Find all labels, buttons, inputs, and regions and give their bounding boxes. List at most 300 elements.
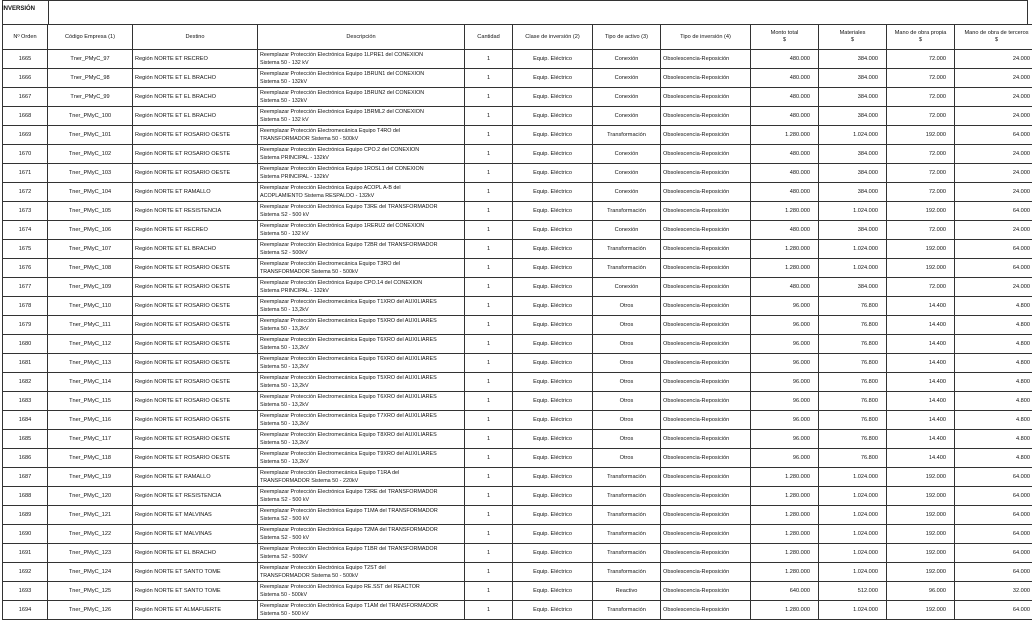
description-line-1: Reemplazar Protección Electrónica Equipo 1BRUN2 del CONEXION — [260, 89, 462, 97]
cell-materiales: 384.000 — [819, 145, 887, 164]
cell-orden: 1688 — [3, 487, 48, 506]
description-line-2: TRANSFORMADOR Sistema 50 - 500kV — [260, 572, 462, 580]
cell-materiales: 76.800 — [819, 316, 887, 335]
cell-descripcion — [258, 601, 465, 620]
cell-tipo-inversion: Obsolescencia-Reposición — [661, 297, 751, 316]
cell-clase: Equip. Eléctrico — [513, 316, 593, 335]
cell-descripcion — [258, 468, 465, 487]
cell-destino: Región NORTE ET RAMALLO — [133, 468, 258, 487]
cell-tipo-activo: Conexión — [593, 88, 661, 107]
cell-destino: Región NORTE ET RAMALLO — [133, 183, 258, 202]
cell-materiales: 1.024.000 — [819, 544, 887, 563]
cell-mano-propia: 192.000 — [887, 544, 955, 563]
section-header-band — [2, 0, 1028, 24]
cell-tipo-activo: Transformación — [593, 259, 661, 278]
description-line-2: TRANSFORMADOR Sistema 50 - 500kV — [260, 268, 462, 276]
table-row — [3, 411, 1032, 430]
cell-mano-propia: 192.000 — [887, 126, 955, 145]
description-line-2: Sistema 50 - 13,2kV — [260, 306, 462, 314]
col-header-orden: Nº Orden — [3, 25, 48, 50]
description-line-1: Reemplazar Protección Electrónica Equipo T1AM del TRANSFORMADOR — [260, 602, 462, 610]
cell-materiales: 384.000 — [819, 221, 887, 240]
cell-monto-total: 1.280.000 — [751, 202, 819, 221]
cell-clase: Equip. Eléctrico — [513, 126, 593, 145]
cell-codigo: Tner_PMyC_102 — [48, 145, 133, 164]
description-line-2: TRANSFORMADOR Sistema 50 - 500kV — [260, 135, 462, 143]
cell-tipo-inversion: Obsolescencia-Reposición — [661, 259, 751, 278]
cell-monto-total: 480.000 — [751, 50, 819, 69]
cell-mano-propia: 192.000 — [887, 468, 955, 487]
table-row — [3, 544, 1032, 563]
cell-codigo: Tner_PMyC_97 — [48, 50, 133, 69]
col-header-descripcion: Descripción — [258, 25, 465, 50]
cell-destino: Región NORTE ET RESISTENCIA — [133, 487, 258, 506]
cell-destino: Región NORTE ET ROSARIO OESTE — [133, 354, 258, 373]
description-line-2: Sistema S2 - 500 kV — [260, 515, 462, 523]
cell-mano-terceros: 4.800 — [955, 430, 1032, 449]
cell-tipo-activo: Conexión — [593, 183, 661, 202]
cell-descripcion — [258, 278, 465, 297]
description-line-1: Reemplazar Protección Electrónica Equipo T2MA del TRANSFORMADOR — [260, 526, 462, 534]
cell-tipo-inversion: Obsolescencia-Reposición — [661, 525, 751, 544]
cell-orden: 1693 — [3, 582, 48, 601]
cell-mano-terceros: 24.000 — [955, 221, 1032, 240]
cell-codigo: Tner_PMyC_125 — [48, 582, 133, 601]
cell-tipo-inversion: Obsolescencia-Reposición — [661, 107, 751, 126]
description-line-1: Reemplazar Protección Electromecánica Equipo T5XRO del AUXILIARES — [260, 374, 462, 382]
description-line-2: Sistema 50 - 13,2kV — [260, 382, 462, 390]
cell-mano-propia: 14.400 — [887, 316, 955, 335]
cell-mano-terceros: 4.800 — [955, 316, 1032, 335]
table-row — [3, 525, 1032, 544]
cell-mano-propia: 192.000 — [887, 525, 955, 544]
description-line-1: Reemplazar Protección Electromecánica Equipo T6XRO del AUXILIARES — [260, 393, 462, 401]
cell-mano-propia: 72.000 — [887, 69, 955, 88]
cell-destino: Región NORTE ET MALVINAS — [133, 506, 258, 525]
cell-tipo-inversion: Obsolescencia-Reposición — [661, 430, 751, 449]
cell-orden: 1666 — [3, 69, 48, 88]
cell-cantidad: 1 — [465, 145, 513, 164]
cell-destino: Región NORTE ET ROSARIO OESTE — [133, 297, 258, 316]
table-row — [3, 50, 1032, 69]
cell-monto-total: 96.000 — [751, 430, 819, 449]
cell-codigo: Tner_PMyC_120 — [48, 487, 133, 506]
cell-cantidad: 1 — [465, 221, 513, 240]
cell-clase: Equip. Eléctrico — [513, 145, 593, 164]
cell-clase: Equip. Eléctrico — [513, 278, 593, 297]
cell-cantidad: 1 — [465, 373, 513, 392]
cell-descripcion — [258, 240, 465, 259]
cell-destino: Región NORTE ET EL BRACHO — [133, 240, 258, 259]
cell-clase: Equip. Eléctrico — [513, 430, 593, 449]
description-line-1: Reemplazar Protección Electrónica Equipo 1LPRE1 del CONEXION — [260, 51, 462, 59]
cell-tipo-inversion: Obsolescencia-Reposición — [661, 601, 751, 620]
cell-tipo-activo: Conexión — [593, 164, 661, 183]
cell-mano-propia: 192.000 — [887, 563, 955, 582]
cell-cantidad: 1 — [465, 449, 513, 468]
cell-mano-terceros: 64.000 — [955, 563, 1032, 582]
cell-tipo-inversion: Obsolescencia-Reposición — [661, 316, 751, 335]
cell-descripcion — [258, 88, 465, 107]
cell-tipo-inversion: Obsolescencia-Reposición — [661, 373, 751, 392]
cell-codigo: Tner_PMyC_122 — [48, 525, 133, 544]
cell-clase: Equip. Eléctrico — [513, 544, 593, 563]
cell-mano-terceros: 4.800 — [955, 449, 1032, 468]
cell-mano-terceros: 64.000 — [955, 601, 1032, 620]
cell-tipo-activo: Otros — [593, 354, 661, 373]
unit-label: $ — [957, 37, 1032, 44]
cell-mano-propia: 14.400 — [887, 449, 955, 468]
cell-mano-terceros: 24.000 — [955, 69, 1032, 88]
description-line-2: Sistema 50 - 13,2kV — [260, 401, 462, 409]
cell-tipo-inversion: Obsolescencia-Reposición — [661, 506, 751, 525]
cell-orden: 1677 — [3, 278, 48, 297]
cell-tipo-activo: Otros — [593, 411, 661, 430]
description-line-2: Sistema S2 - 500 kV — [260, 534, 462, 542]
cell-tipo-inversion: Obsolescencia-Reposición — [661, 582, 751, 601]
cell-materiales: 76.800 — [819, 335, 887, 354]
investment-table — [2, 24, 1032, 620]
cell-monto-total: 96.000 — [751, 392, 819, 411]
cell-tipo-activo: Otros — [593, 335, 661, 354]
cell-clase: Equip. Eléctrico — [513, 582, 593, 601]
cell-monto-total: 480.000 — [751, 145, 819, 164]
cell-destino: Región NORTE ET ROSARIO OESTE — [133, 449, 258, 468]
cell-clase: Equip. Eléctrico — [513, 563, 593, 582]
cell-orden: 1685 — [3, 430, 48, 449]
cell-monto-total: 96.000 — [751, 411, 819, 430]
description-line-2: ACOPLAMIENTO Sistema RESPALDO - 132kV — [260, 192, 462, 200]
cell-materiales: 384.000 — [819, 107, 887, 126]
cell-cantidad: 1 — [465, 316, 513, 335]
cell-tipo-activo: Transformación — [593, 468, 661, 487]
cell-tipo-inversion: Obsolescencia-Reposición — [661, 145, 751, 164]
cell-destino: Región NORTE ET SANTO TOME — [133, 582, 258, 601]
cell-destino: Región NORTE ET ROSARIO OESTE — [133, 430, 258, 449]
cell-materiales: 76.800 — [819, 392, 887, 411]
cell-codigo: Tner_PMyC_114 — [48, 373, 133, 392]
description-line-2: Sistema 50 - 132 kV — [260, 59, 462, 67]
cell-clase: Equip. Eléctrico — [513, 601, 593, 620]
cell-monto-total: 480.000 — [751, 88, 819, 107]
description-line-1: Reemplazar Protección Electromecánica Equipo T7XRO del AUXILIARES — [260, 412, 462, 420]
table-row — [3, 373, 1032, 392]
cell-mano-terceros: 64.000 — [955, 126, 1032, 145]
cell-mano-terceros: 24.000 — [955, 164, 1032, 183]
cell-materiales: 76.800 — [819, 297, 887, 316]
cell-cantidad: 1 — [465, 202, 513, 221]
cell-clase: Equip. Eléctrico — [513, 335, 593, 354]
cell-tipo-activo: Conexión — [593, 69, 661, 88]
description-line-2: TRANSFORMADOR Sistema 50 - 220kV — [260, 477, 462, 485]
cell-tipo-inversion: Obsolescencia-Reposición — [661, 411, 751, 430]
description-line-1: Reemplazar Protección Electrónica Equipo ACOPL A-B del — [260, 184, 462, 192]
description-line-1: Reemplazar Protección Electrónica Equipo 1BRML2 del CONEXION — [260, 108, 462, 116]
description-line-1: Reemplazar Protección Electrónica Equipo 1BRUN1 del CONEXION — [260, 70, 462, 78]
cell-descripcion — [258, 354, 465, 373]
cell-clase: Equip. Eléctrico — [513, 506, 593, 525]
cell-mano-terceros: 64.000 — [955, 468, 1032, 487]
cell-mano-terceros: 4.800 — [955, 411, 1032, 430]
description-line-1: Reemplazar Protección Electrónica Equipo CPO.2 del CONEXION — [260, 146, 462, 154]
cell-mano-propia: 14.400 — [887, 297, 955, 316]
cell-monto-total: 480.000 — [751, 221, 819, 240]
cell-orden: 1694 — [3, 601, 48, 620]
cell-orden: 1665 — [3, 50, 48, 69]
cell-mano-propia: 192.000 — [887, 506, 955, 525]
cell-descripcion — [258, 392, 465, 411]
table-row — [3, 430, 1032, 449]
cell-mano-propia: 14.400 — [887, 430, 955, 449]
table-row — [3, 449, 1032, 468]
cell-orden: 1671 — [3, 164, 48, 183]
cell-cantidad: 1 — [465, 392, 513, 411]
cell-codigo: Tner_PMyC_126 — [48, 601, 133, 620]
cell-orden: 1691 — [3, 544, 48, 563]
cell-mano-terceros: 24.000 — [955, 107, 1032, 126]
cell-destino: Región NORTE ET ROSARIO OESTE — [133, 164, 258, 183]
cell-mano-terceros: 64.000 — [955, 544, 1032, 563]
table-row — [3, 506, 1032, 525]
description-line-2: Sistema PRINCIPAL - 132kV — [260, 154, 462, 162]
cell-mano-propia: 72.000 — [887, 183, 955, 202]
cell-mano-terceros: 24.000 — [955, 50, 1032, 69]
cell-descripcion — [258, 126, 465, 145]
cell-cantidad: 1 — [465, 126, 513, 145]
cell-descripcion — [258, 183, 465, 202]
cell-tipo-activo: Conexión — [593, 221, 661, 240]
cell-clase: Equip. Eléctrico — [513, 240, 593, 259]
cell-mano-terceros: 4.800 — [955, 373, 1032, 392]
cell-tipo-inversion: Obsolescencia-Reposición — [661, 183, 751, 202]
cell-descripcion — [258, 582, 465, 601]
cell-monto-total: 480.000 — [751, 164, 819, 183]
cell-orden: 1678 — [3, 297, 48, 316]
cell-mano-terceros: 24.000 — [955, 183, 1032, 202]
cell-mano-propia: 14.400 — [887, 354, 955, 373]
cell-tipo-activo: Otros — [593, 316, 661, 335]
description-line-2: Sistema S2 - 500 kV — [260, 211, 462, 219]
description-line-2: Sistema 50 - 13,2kV — [260, 325, 462, 333]
table-row — [3, 582, 1032, 601]
description-line-1: Reemplazar Protección Electrónica Equipo T2RE del TRANSFORMADOR — [260, 488, 462, 496]
description-line-1: Reemplazar Protección Electrónica Equipo T2ST del — [260, 564, 462, 572]
cell-tipo-activo: Conexión — [593, 50, 661, 69]
cell-codigo: Tner_PMyC_110 — [48, 297, 133, 316]
table-body — [3, 50, 1032, 620]
cell-mano-propia: 192.000 — [887, 240, 955, 259]
cell-tipo-inversion: Obsolescencia-Reposición — [661, 278, 751, 297]
cell-orden: 1687 — [3, 468, 48, 487]
cell-clase: Equip. Eléctrico — [513, 221, 593, 240]
cell-destino: Región NORTE ET ROSARIO OESTE — [133, 335, 258, 354]
description-line-1: Reemplazar Protección Electrónica Equipo 1ROSL1 del CONEXION — [260, 165, 462, 173]
cell-cantidad: 1 — [465, 335, 513, 354]
cell-clase: Equip. Eléctrico — [513, 411, 593, 430]
cell-orden: 1669 — [3, 126, 48, 145]
cell-destino: Región NORTE ET ALMAFUERTE — [133, 601, 258, 620]
cell-descripcion — [258, 544, 465, 563]
cell-materiales: 76.800 — [819, 430, 887, 449]
cell-mano-terceros: 4.800 — [955, 297, 1032, 316]
cell-cantidad: 1 — [465, 487, 513, 506]
cell-mano-propia: 72.000 — [887, 164, 955, 183]
cell-tipo-activo: Otros — [593, 449, 661, 468]
cell-cantidad: 1 — [465, 50, 513, 69]
cell-mano-propia: 96.000 — [887, 582, 955, 601]
cell-monto-total: 480.000 — [751, 107, 819, 126]
cell-materiales: 384.000 — [819, 164, 887, 183]
description-line-2: Sistema S2 - 500kV — [260, 249, 462, 257]
cell-descripcion — [258, 506, 465, 525]
cell-mano-propia: 72.000 — [887, 107, 955, 126]
cell-clase: Equip. Eléctrico — [513, 525, 593, 544]
cell-codigo: Tner_PMyC_98 — [48, 69, 133, 88]
description-line-2: Sistema 50 - 13,2kV — [260, 458, 462, 466]
table-row — [3, 88, 1032, 107]
description-line-1: Reemplazar Protección Electromecánica Equipo T1XRO del AUXILIARES — [260, 298, 462, 306]
cell-mano-terceros: 64.000 — [955, 487, 1032, 506]
cell-cantidad: 1 — [465, 468, 513, 487]
cell-tipo-activo: Transformación — [593, 525, 661, 544]
description-line-1: Reemplazar Protección Electromecánica Equipo T1RA del — [260, 469, 462, 477]
cell-descripcion — [258, 50, 465, 69]
cell-cantidad: 1 — [465, 544, 513, 563]
cell-codigo: Tner_PMyC_123 — [48, 544, 133, 563]
cell-materiales: 384.000 — [819, 183, 887, 202]
cell-codigo: Tner_PMyC_111 — [48, 316, 133, 335]
cell-clase: Equip. Eléctrico — [513, 373, 593, 392]
cell-cantidad: 1 — [465, 525, 513, 544]
cell-descripcion — [258, 335, 465, 354]
cell-monto-total: 96.000 — [751, 373, 819, 392]
table-row — [3, 563, 1032, 582]
cell-tipo-activo: Transformación — [593, 202, 661, 221]
cell-descripcion — [258, 316, 465, 335]
cell-codigo: Tner_PMyC_121 — [48, 506, 133, 525]
cell-mano-propia: 14.400 — [887, 335, 955, 354]
cell-descripcion — [258, 259, 465, 278]
cell-mano-terceros: 4.800 — [955, 335, 1032, 354]
cell-materiales: 76.800 — [819, 411, 887, 430]
cell-monto-total: 96.000 — [751, 449, 819, 468]
cell-materiales: 76.800 — [819, 449, 887, 468]
cell-mano-propia: 192.000 — [887, 487, 955, 506]
cell-tipo-activo: Otros — [593, 297, 661, 316]
cell-destino: Región NORTE ET ROSARIO OESTE — [133, 392, 258, 411]
cell-destino: Región NORTE ET ROSARIO OESTE — [133, 316, 258, 335]
cell-materiales: 76.800 — [819, 354, 887, 373]
cell-codigo: Tner_PMyC_116 — [48, 411, 133, 430]
cell-descripcion — [258, 430, 465, 449]
cell-tipo-inversion: Obsolescencia-Reposición — [661, 487, 751, 506]
col-header-monto-total: Monto total $ — [751, 25, 819, 50]
cell-clase: Equip. Eléctrico — [513, 468, 593, 487]
table-row — [3, 316, 1032, 335]
description-line-1: Reemplazar Protección Electrónica Equipo T3RE del TRANSFORMADOR — [260, 203, 462, 211]
cell-cantidad: 1 — [465, 411, 513, 430]
cell-codigo: Tner_PMyC_124 — [48, 563, 133, 582]
cell-monto-total: 1.280.000 — [751, 563, 819, 582]
cell-monto-total: 480.000 — [751, 69, 819, 88]
cell-cantidad: 1 — [465, 240, 513, 259]
cell-monto-total: 1.280.000 — [751, 506, 819, 525]
cell-tipo-activo: Transformación — [593, 506, 661, 525]
cell-tipo-inversion: Obsolescencia-Reposición — [661, 392, 751, 411]
cell-destino: Región NORTE ET MALVINAS — [133, 525, 258, 544]
cell-mano-propia: 14.400 — [887, 411, 955, 430]
description-line-2: Sistema PRINCIPAL - 132kV — [260, 173, 462, 181]
cell-materiales: 1.024.000 — [819, 240, 887, 259]
cell-tipo-inversion: Obsolescencia-Reposición — [661, 88, 751, 107]
col-header-mano-terceros: Mano de obra de terceros $ — [955, 25, 1032, 50]
cell-tipo-inversion: Obsolescencia-Reposición — [661, 563, 751, 582]
cell-monto-total: 1.280.000 — [751, 240, 819, 259]
cell-descripcion — [258, 202, 465, 221]
description-line-2: Sistema 50 - 13,2kV — [260, 439, 462, 447]
description-line-2: Sistema 50 - 13,2kV — [260, 344, 462, 352]
cell-monto-total: 1.280.000 — [751, 525, 819, 544]
cell-codigo: Tner_PMyC_119 — [48, 468, 133, 487]
cell-descripcion — [258, 411, 465, 430]
cell-monto-total: 96.000 — [751, 316, 819, 335]
description-line-1: Reemplazar Protección Electromecánica Equipo T6XRO del AUXILIARES — [260, 336, 462, 344]
table-row — [3, 297, 1032, 316]
table-row — [3, 487, 1032, 506]
cell-orden: 1684 — [3, 411, 48, 430]
cell-orden: 1682 — [3, 373, 48, 392]
table-row — [3, 126, 1032, 145]
description-line-1: Reemplazar Protección Electrónica Equipo T1MA del TRANSFORMADOR — [260, 507, 462, 515]
col-header-destino: Destino — [133, 25, 258, 50]
cell-monto-total: 96.000 — [751, 335, 819, 354]
cell-cantidad: 1 — [465, 582, 513, 601]
description-line-2: Sistema PRINCIPAL - 132kV — [260, 287, 462, 295]
description-line-1: Reemplazar Protección Electromecánica Equipo T3RO del — [260, 260, 462, 268]
cell-destino: Región NORTE ET EL BRACHO — [133, 88, 258, 107]
cell-monto-total: 1.280.000 — [751, 259, 819, 278]
cell-clase: Equip. Eléctrico — [513, 487, 593, 506]
description-line-1: Reemplazar Protección Electrónica Equipo T2BR del TRANSFORMADOR — [260, 241, 462, 249]
table-row — [3, 221, 1032, 240]
cell-orden: 1689 — [3, 506, 48, 525]
description-line-1: Reemplazar Protección Electromecánica Equipo T6XRO del AUXILIARES — [260, 355, 462, 363]
col-header-tipo-activo: Tipo de activo (3) — [593, 25, 661, 50]
cell-destino: Región NORTE ET ROSARIO OESTE — [133, 126, 258, 145]
cell-tipo-activo: Transformación — [593, 563, 661, 582]
cell-clase: Equip. Eléctrico — [513, 69, 593, 88]
description-line-2: Sistema 50 - 13,2kV — [260, 363, 462, 371]
cell-monto-total: 640.000 — [751, 582, 819, 601]
cell-tipo-activo: Conexión — [593, 107, 661, 126]
unit-label: $ — [889, 37, 952, 44]
cell-cantidad: 1 — [465, 506, 513, 525]
cell-orden: 1676 — [3, 259, 48, 278]
cell-tipo-inversion: Obsolescencia-Reposición — [661, 468, 751, 487]
cell-tipo-inversion: Obsolescencia-Reposición — [661, 449, 751, 468]
cell-tipo-inversion: Obsolescencia-Reposición — [661, 126, 751, 145]
cell-mano-propia: 192.000 — [887, 202, 955, 221]
cell-codigo: Tner_PMyC_106 — [48, 221, 133, 240]
cell-descripcion — [258, 563, 465, 582]
cell-clase: Equip. Eléctrico — [513, 354, 593, 373]
cell-orden: 1672 — [3, 183, 48, 202]
cell-orden: 1675 — [3, 240, 48, 259]
table-row — [3, 202, 1032, 221]
cell-materiales: 1.024.000 — [819, 126, 887, 145]
col-header-clase: Clase de inversión (2) — [513, 25, 593, 50]
cell-destino: Región NORTE ET ROSARIO OESTE — [133, 373, 258, 392]
